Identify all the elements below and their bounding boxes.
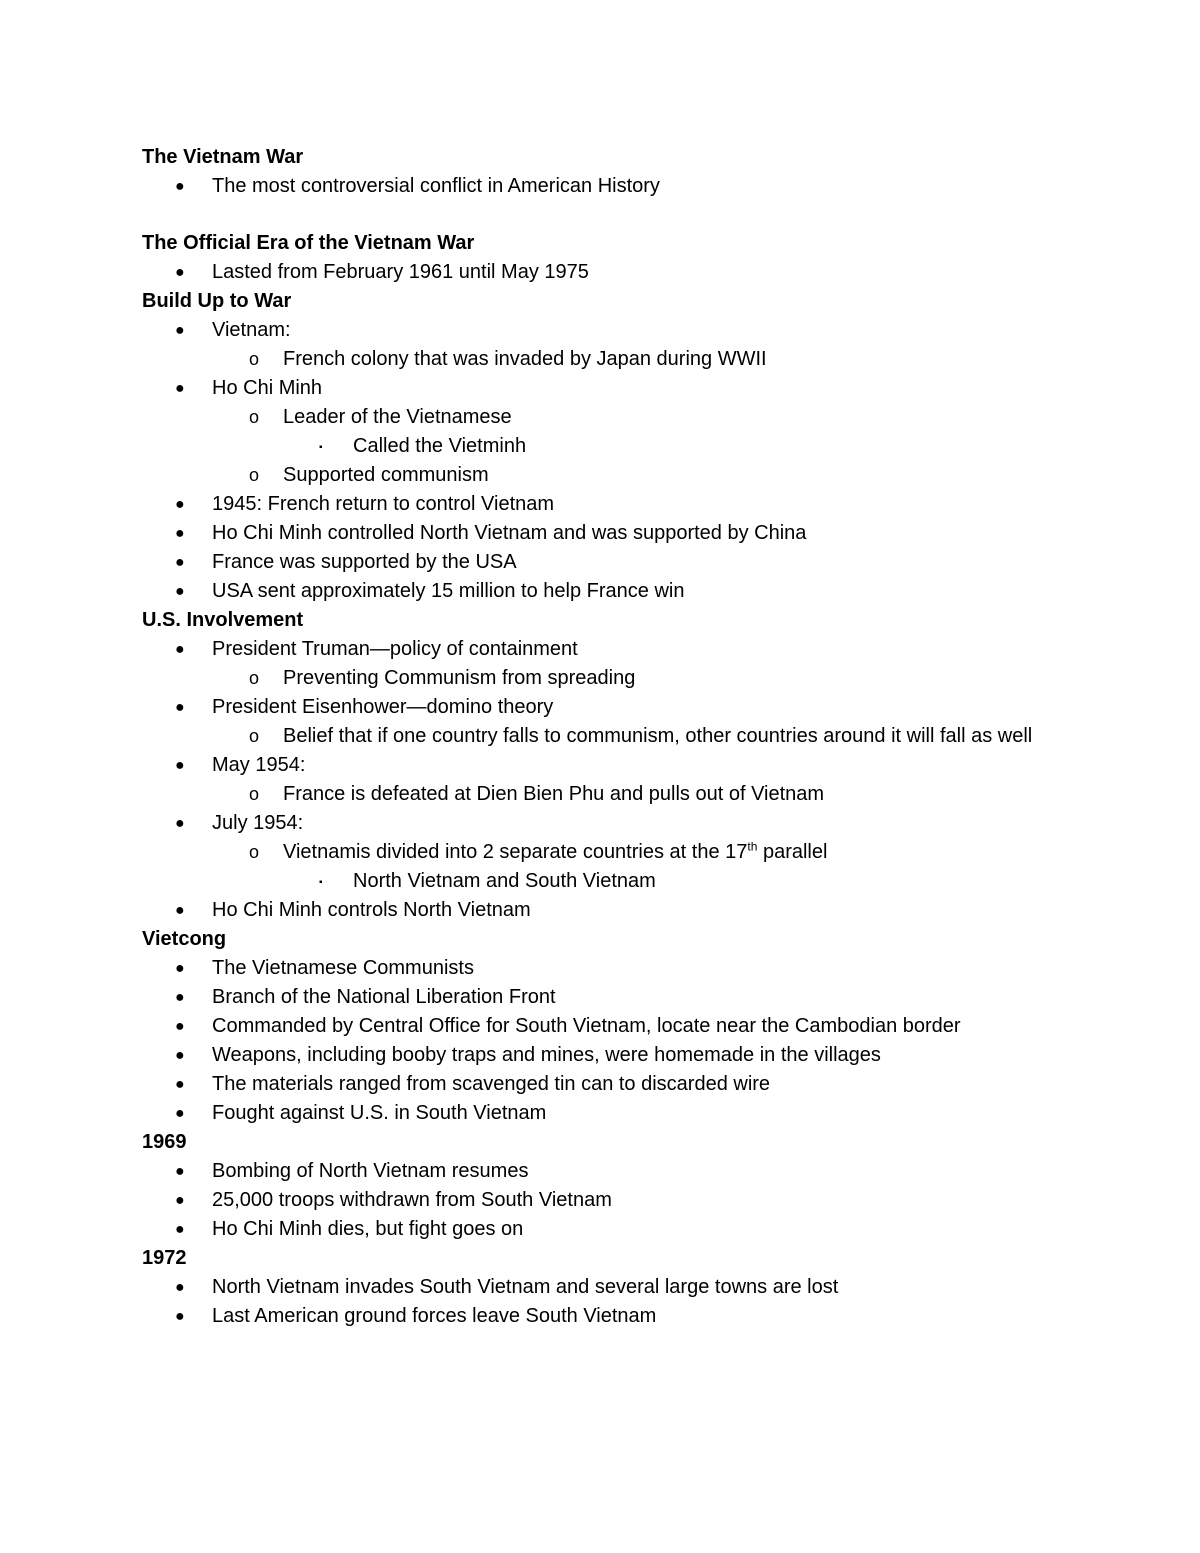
list-item-text: Branch of the National Liberation Front <box>212 986 556 1008</box>
list-item-text: The Vietnamese Communists <box>212 957 474 979</box>
sub-sub-list-item <box>142 432 1062 461</box>
list-item <box>142 519 1062 548</box>
list-item <box>142 1186 1062 1215</box>
bullet-icon: ● <box>175 1221 185 1238</box>
list-item-text: Ho Chi Minh <box>212 377 323 399</box>
bullet-icon: ● <box>175 1163 185 1180</box>
bullet-icon: ● <box>175 554 185 571</box>
sub-list-item <box>142 664 1062 693</box>
bullet-icon: ● <box>175 1047 185 1064</box>
list-item <box>142 548 1062 577</box>
sub-sub-list-item <box>142 867 1062 896</box>
bullet-icon: ● <box>175 641 185 658</box>
text-fragment: Vietnamis divided into 2 separate countries at the 17 <box>283 841 748 863</box>
circle-bullet-icon: o <box>249 668 260 688</box>
list-item <box>142 1070 1062 1099</box>
list-item <box>142 1099 1062 1128</box>
circle-bullet-icon: o <box>249 349 260 369</box>
square-bullet-icon: ▪ <box>319 442 323 453</box>
sub-list-item <box>142 722 1062 751</box>
bullet-icon: ● <box>175 322 185 339</box>
bullet-icon: ● <box>175 815 185 832</box>
section-heading: The Official Era of the Vietnam War <box>142 232 475 254</box>
list-item <box>142 1157 1062 1186</box>
section-heading: The Vietnam War <box>142 146 304 168</box>
bullet-icon: ● <box>175 380 185 397</box>
list-item <box>142 1273 1062 1302</box>
list-item-text: The most controversial conflict in American History <box>212 175 660 197</box>
square-bullet-icon: ▪ <box>319 877 323 888</box>
document-body <box>142 143 1062 1331</box>
text-fragment: parallel <box>757 841 828 863</box>
list-item-text: Weapons, including booby traps and mines, were homemade in the villages <box>212 1044 881 1066</box>
circle-bullet-icon: o <box>249 784 260 804</box>
list-item-text: North Vietnam invades South Vietnam and several large towns are lost <box>212 1276 839 1298</box>
list-item <box>142 809 1062 838</box>
list-item-text: The materials ranged from scavenged tin can to discarded wire <box>212 1073 771 1095</box>
list-item <box>142 258 1062 287</box>
section-heading: U.S. Involvement <box>142 609 304 631</box>
list-item <box>142 1215 1062 1244</box>
sub-list-item <box>142 345 1062 374</box>
bullet-icon: ● <box>175 264 185 281</box>
list-item <box>142 1012 1062 1041</box>
bullet-icon: ● <box>175 989 185 1006</box>
section-heading: 1972 <box>142 1247 187 1269</box>
list-item <box>142 635 1062 664</box>
list-item-text: France is defeated at Dien Bien Phu and pulls out of Vietnam <box>283 783 825 805</box>
bullet-icon: ● <box>175 1308 185 1325</box>
list-item <box>142 1041 1062 1070</box>
list-item <box>142 896 1062 925</box>
sub-list-item <box>142 461 1062 490</box>
circle-bullet-icon: o <box>249 407 260 427</box>
bullet-icon: ● <box>175 496 185 513</box>
list-item-text: North Vietnam and South Vietnam <box>353 870 656 892</box>
list-item-text: Fought against U.S. in South Vietnam <box>212 1102 547 1124</box>
bullet-icon: ● <box>175 699 185 716</box>
bullet-icon: ● <box>175 178 185 195</box>
list-item-text: Vietnam: <box>212 319 291 341</box>
sub-list-item <box>142 403 1062 432</box>
list-item-text: Last American ground forces leave South Vietnam <box>212 1305 657 1327</box>
section-heading: 1969 <box>142 1131 187 1153</box>
list-item-text: Ho Chi Minh dies, but fight goes on <box>212 1218 524 1240</box>
bullet-icon: ● <box>175 583 185 600</box>
list-item <box>142 751 1062 780</box>
list-item-text <box>283 841 827 863</box>
list-item-text: President Eisenhower—domino theory <box>212 696 554 718</box>
list-item-text: July 1954: <box>212 812 304 834</box>
bullet-icon: ● <box>175 757 185 774</box>
list-item <box>142 577 1062 606</box>
list-item <box>142 983 1062 1012</box>
list-item-text: Commanded by Central Office for South Vietnam, locate near the Cambodian border <box>212 1015 961 1037</box>
list-item-text: 25,000 troops withdrawn from South Vietnam <box>212 1189 612 1211</box>
list-item-text: President Truman—policy of containment <box>212 638 578 660</box>
circle-bullet-icon: o <box>249 842 260 862</box>
circle-bullet-icon: o <box>249 465 260 485</box>
sub-list-item <box>142 780 1062 809</box>
circle-bullet-icon: o <box>249 726 260 746</box>
section-heading: Build Up to War <box>142 290 292 312</box>
list-item-text: Bombing of North Vietnam resumes <box>212 1160 529 1182</box>
bullet-icon: ● <box>175 902 185 919</box>
bullet-icon: ● <box>175 525 185 542</box>
superscript: th <box>747 839 758 854</box>
list-item-text: Ho Chi Minh controlled North Vietnam and was supported by China <box>212 522 807 544</box>
list-item-text: USA sent approximately 15 million to help France win <box>212 580 685 602</box>
list-item-text: France was supported by the USA <box>212 551 517 573</box>
list-item-text: Ho Chi Minh controls North Vietnam <box>212 899 531 921</box>
list-item <box>142 172 1062 201</box>
bullet-icon: ● <box>175 1192 185 1209</box>
list-item-text: May 1954: <box>212 754 306 776</box>
list-item-text: Leader of the Vietnamese <box>283 406 512 428</box>
list-item-text: Supported communism <box>283 464 489 486</box>
bullet-icon: ● <box>175 960 185 977</box>
list-item <box>142 1302 1062 1331</box>
list-item <box>142 374 1062 403</box>
list-item-text: Called the Vietminh <box>353 435 527 457</box>
bullet-icon: ● <box>175 1076 185 1093</box>
list-item-text: Lasted from February 1961 until May 1975 <box>212 261 589 283</box>
spacer <box>142 201 1062 229</box>
section-heading: Vietcong <box>142 928 227 950</box>
sub-list-item <box>142 838 1062 867</box>
list-item-text: Belief that if one country falls to communism, other countries around it will fall as well <box>283 725 1033 747</box>
list-item-text: Preventing Communism from spreading <box>283 667 636 689</box>
list-item <box>142 693 1062 722</box>
bullet-icon: ● <box>175 1018 185 1035</box>
bullet-icon: ● <box>175 1105 185 1122</box>
bullet-icon: ● <box>175 1279 185 1296</box>
list-item-text: French colony that was invaded by Japan during WWII <box>283 348 767 370</box>
list-item <box>142 954 1062 983</box>
list-item-text: 1945: French return to control Vietnam <box>212 493 555 515</box>
list-item <box>142 490 1062 519</box>
list-item <box>142 316 1062 345</box>
